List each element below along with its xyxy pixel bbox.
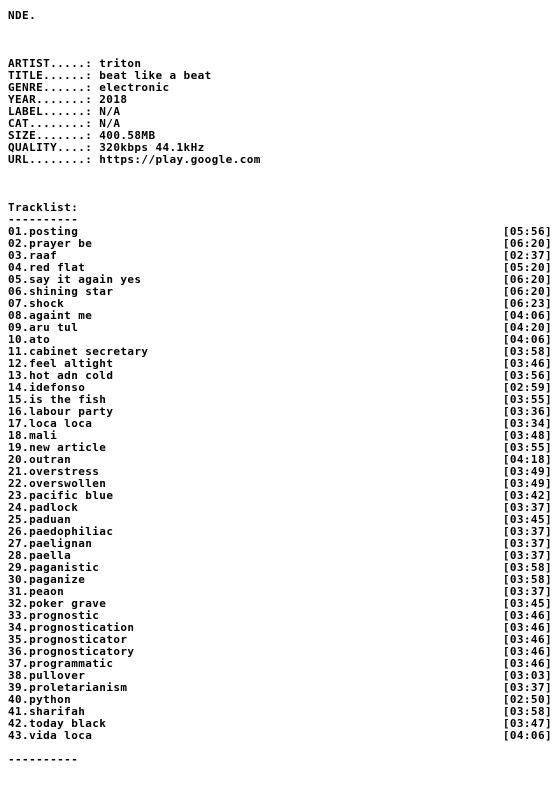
track-name: 39.proletarianism [8, 682, 128, 694]
track-row [8, 670, 552, 682]
track-row [8, 442, 552, 454]
track-duration: [03:48] [502, 430, 552, 442]
track-row [8, 250, 552, 262]
info-row [8, 118, 552, 130]
track-duration: [03:49] [502, 478, 552, 490]
info-value: electronic [99, 82, 170, 94]
track-row [8, 418, 552, 430]
track-name: 23.pacific blue [8, 490, 114, 502]
track-row [8, 622, 552, 634]
track-row [8, 358, 552, 370]
track-duration: [03:42] [502, 490, 552, 502]
track-name: 12.feel altight [8, 358, 114, 370]
track-name: 26.paedophiliac [8, 526, 114, 538]
track-duration: [06:20] [502, 274, 552, 286]
info-row [8, 58, 552, 70]
track-name: 32.poker grave [8, 598, 107, 610]
track-name: 07.shock [8, 298, 65, 310]
track-name: 08.againt me [8, 310, 93, 322]
track-name: 27.paelignan [8, 538, 93, 550]
track-row [8, 694, 552, 706]
track-row [8, 298, 552, 310]
track-row [8, 514, 552, 526]
info-key: SIZE.......: [8, 130, 93, 142]
info-value: 2018 [99, 94, 128, 106]
track-duration: [03:46] [502, 358, 552, 370]
info-value: N/A [99, 118, 121, 130]
info-row [8, 94, 552, 106]
info-value: beat like a beat [99, 70, 212, 82]
info-row [8, 82, 552, 94]
track-duration: [05:20] [502, 262, 552, 274]
track-duration: [03:56] [502, 370, 552, 382]
track-row [8, 526, 552, 538]
track-name: 36.prognosticatory [8, 646, 135, 658]
info-value: N/A [99, 106, 121, 118]
track-name: 37.programmatic [8, 658, 114, 670]
track-row [8, 658, 552, 670]
track-row [8, 490, 552, 502]
track-duration: [03:46] [502, 610, 552, 622]
track-row [8, 574, 552, 586]
track-duration: [03:37] [502, 526, 552, 538]
track-duration: [04:06] [502, 310, 552, 322]
track-duration: [03:36] [502, 406, 552, 418]
track-row [8, 706, 552, 718]
track-name: 02.prayer be [8, 238, 93, 250]
track-duration: [04:18] [502, 454, 552, 466]
track-name: 22.overswollen [8, 478, 107, 490]
track-row [8, 682, 552, 694]
track-name: 38.pullover [8, 670, 86, 682]
info-key: URL........: [8, 154, 93, 166]
track-name: 09.aru tul [8, 322, 79, 334]
track-row [8, 730, 552, 742]
track-duration: [03:58] [502, 706, 552, 718]
track-row [8, 334, 552, 346]
track-duration: [03:55] [502, 442, 552, 454]
track-row [8, 346, 552, 358]
track-row [8, 610, 552, 622]
track-row [8, 322, 552, 334]
track-row [8, 586, 552, 598]
track-row [8, 454, 552, 466]
footer-rule: ---------- [8, 754, 79, 766]
track-name: 16.labour party [8, 406, 114, 418]
info-key: ARTIST.....: [8, 58, 93, 70]
track-name: 13.hot adn cold [8, 370, 114, 382]
info-row [8, 154, 552, 166]
track-row [8, 382, 552, 394]
track-row [8, 718, 552, 730]
track-duration: [02:50] [502, 694, 552, 706]
document-title: NDE. [8, 10, 37, 22]
track-name: 06.shining star [8, 286, 114, 298]
track-name: 25.paduan [8, 514, 72, 526]
info-value: 400.58MB [99, 130, 156, 142]
track-duration: [03:37] [502, 502, 552, 514]
info-row [8, 70, 552, 82]
track-row [8, 238, 552, 250]
track-row [8, 550, 552, 562]
track-name: 21.overstress [8, 466, 100, 478]
track-row [8, 538, 552, 550]
spacer [8, 22, 552, 58]
track-name: 15.is the fish [8, 394, 107, 406]
track-row [8, 466, 552, 478]
track-row [8, 394, 552, 406]
track-name: 18.mali [8, 430, 58, 442]
track-duration: [03:46] [502, 646, 552, 658]
track-duration: [03:55] [502, 394, 552, 406]
track-row [8, 406, 552, 418]
track-name: 40.python [8, 694, 72, 706]
track-name: 42.today black [8, 718, 107, 730]
track-row [8, 430, 552, 442]
info-key: CAT........: [8, 118, 93, 130]
track-duration: [03:46] [502, 634, 552, 646]
tracklist-rule: ---------- [8, 214, 79, 226]
track-name: 43.vida loca [8, 730, 93, 742]
track-duration: [06:20] [502, 286, 552, 298]
spacer [8, 742, 552, 754]
track-name: 30.paganize [8, 574, 86, 586]
info-key: QUALITY....: [8, 142, 93, 154]
track-name: 11.cabinet secretary [8, 346, 149, 358]
info-row [8, 142, 552, 154]
track-row [8, 562, 552, 574]
track-row [8, 478, 552, 490]
track-name: 04.red flat [8, 262, 86, 274]
track-duration: [03:47] [502, 718, 552, 730]
track-duration: [02:59] [502, 382, 552, 394]
track-duration: [03:46] [502, 658, 552, 670]
info-value: triton [99, 58, 142, 70]
track-duration: [03:37] [502, 586, 552, 598]
release-info [8, 58, 552, 166]
info-row [8, 106, 552, 118]
spacer [8, 166, 552, 202]
track-duration: [03:49] [502, 466, 552, 478]
track-duration: [06:23] [502, 298, 552, 310]
track-name: 17.loca loca [8, 418, 93, 430]
track-duration: [03:37] [502, 538, 552, 550]
track-name: 20.outran [8, 454, 72, 466]
track-name: 34.prognostication [8, 622, 135, 634]
track-name: 24.padlock [8, 502, 79, 514]
track-name: 41.sharifah [8, 706, 86, 718]
info-row [8, 130, 552, 142]
track-row [8, 370, 552, 382]
track-row [8, 226, 552, 238]
track-duration: [04:06] [502, 730, 552, 742]
track-name: 19.new article [8, 442, 107, 454]
track-duration: [04:06] [502, 334, 552, 346]
track-duration: [03:58] [502, 562, 552, 574]
track-name: 01.posting [8, 226, 79, 238]
track-duration: [03:46] [502, 622, 552, 634]
track-row [8, 502, 552, 514]
track-duration: [03:03] [502, 670, 552, 682]
tracklist-heading: Tracklist: [8, 202, 79, 214]
info-value: https://play.google.com [99, 154, 261, 166]
info-key: TITLE......: [8, 70, 93, 82]
info-key: YEAR.......: [8, 94, 93, 106]
track-row [8, 310, 552, 322]
track-name: 28.paella [8, 550, 72, 562]
track-duration: [03:58] [502, 574, 552, 586]
track-name: 29.paganistic [8, 562, 100, 574]
info-value: 320kbps 44.1kHz [99, 142, 205, 154]
track-duration: [05:56] [502, 226, 552, 238]
track-row [8, 286, 552, 298]
track-name: 10.ato [8, 334, 51, 346]
track-name: 14.idefonso [8, 382, 86, 394]
track-duration: [03:45] [502, 598, 552, 610]
track-row [8, 646, 552, 658]
track-name: 31.peaon [8, 586, 65, 598]
track-name: 05.say it again yes [8, 274, 142, 286]
track-duration: [03:45] [502, 514, 552, 526]
track-row [8, 262, 552, 274]
track-row [8, 274, 552, 286]
track-name: 35.prognosticator [8, 634, 128, 646]
track-duration: [06:20] [502, 238, 552, 250]
track-duration: [03:34] [502, 418, 552, 430]
track-row [8, 598, 552, 610]
track-duration: [04:20] [502, 322, 552, 334]
tracklist [8, 226, 552, 742]
track-name: 33.prognostic [8, 610, 100, 622]
info-key: LABEL......: [8, 106, 93, 118]
track-duration: [03:37] [502, 550, 552, 562]
track-duration: [02:37] [502, 250, 552, 262]
info-key: GENRE......: [8, 82, 93, 94]
track-row [8, 634, 552, 646]
track-duration: [03:37] [502, 682, 552, 694]
track-name: 03.raaf [8, 250, 58, 262]
track-duration: [03:58] [502, 346, 552, 358]
